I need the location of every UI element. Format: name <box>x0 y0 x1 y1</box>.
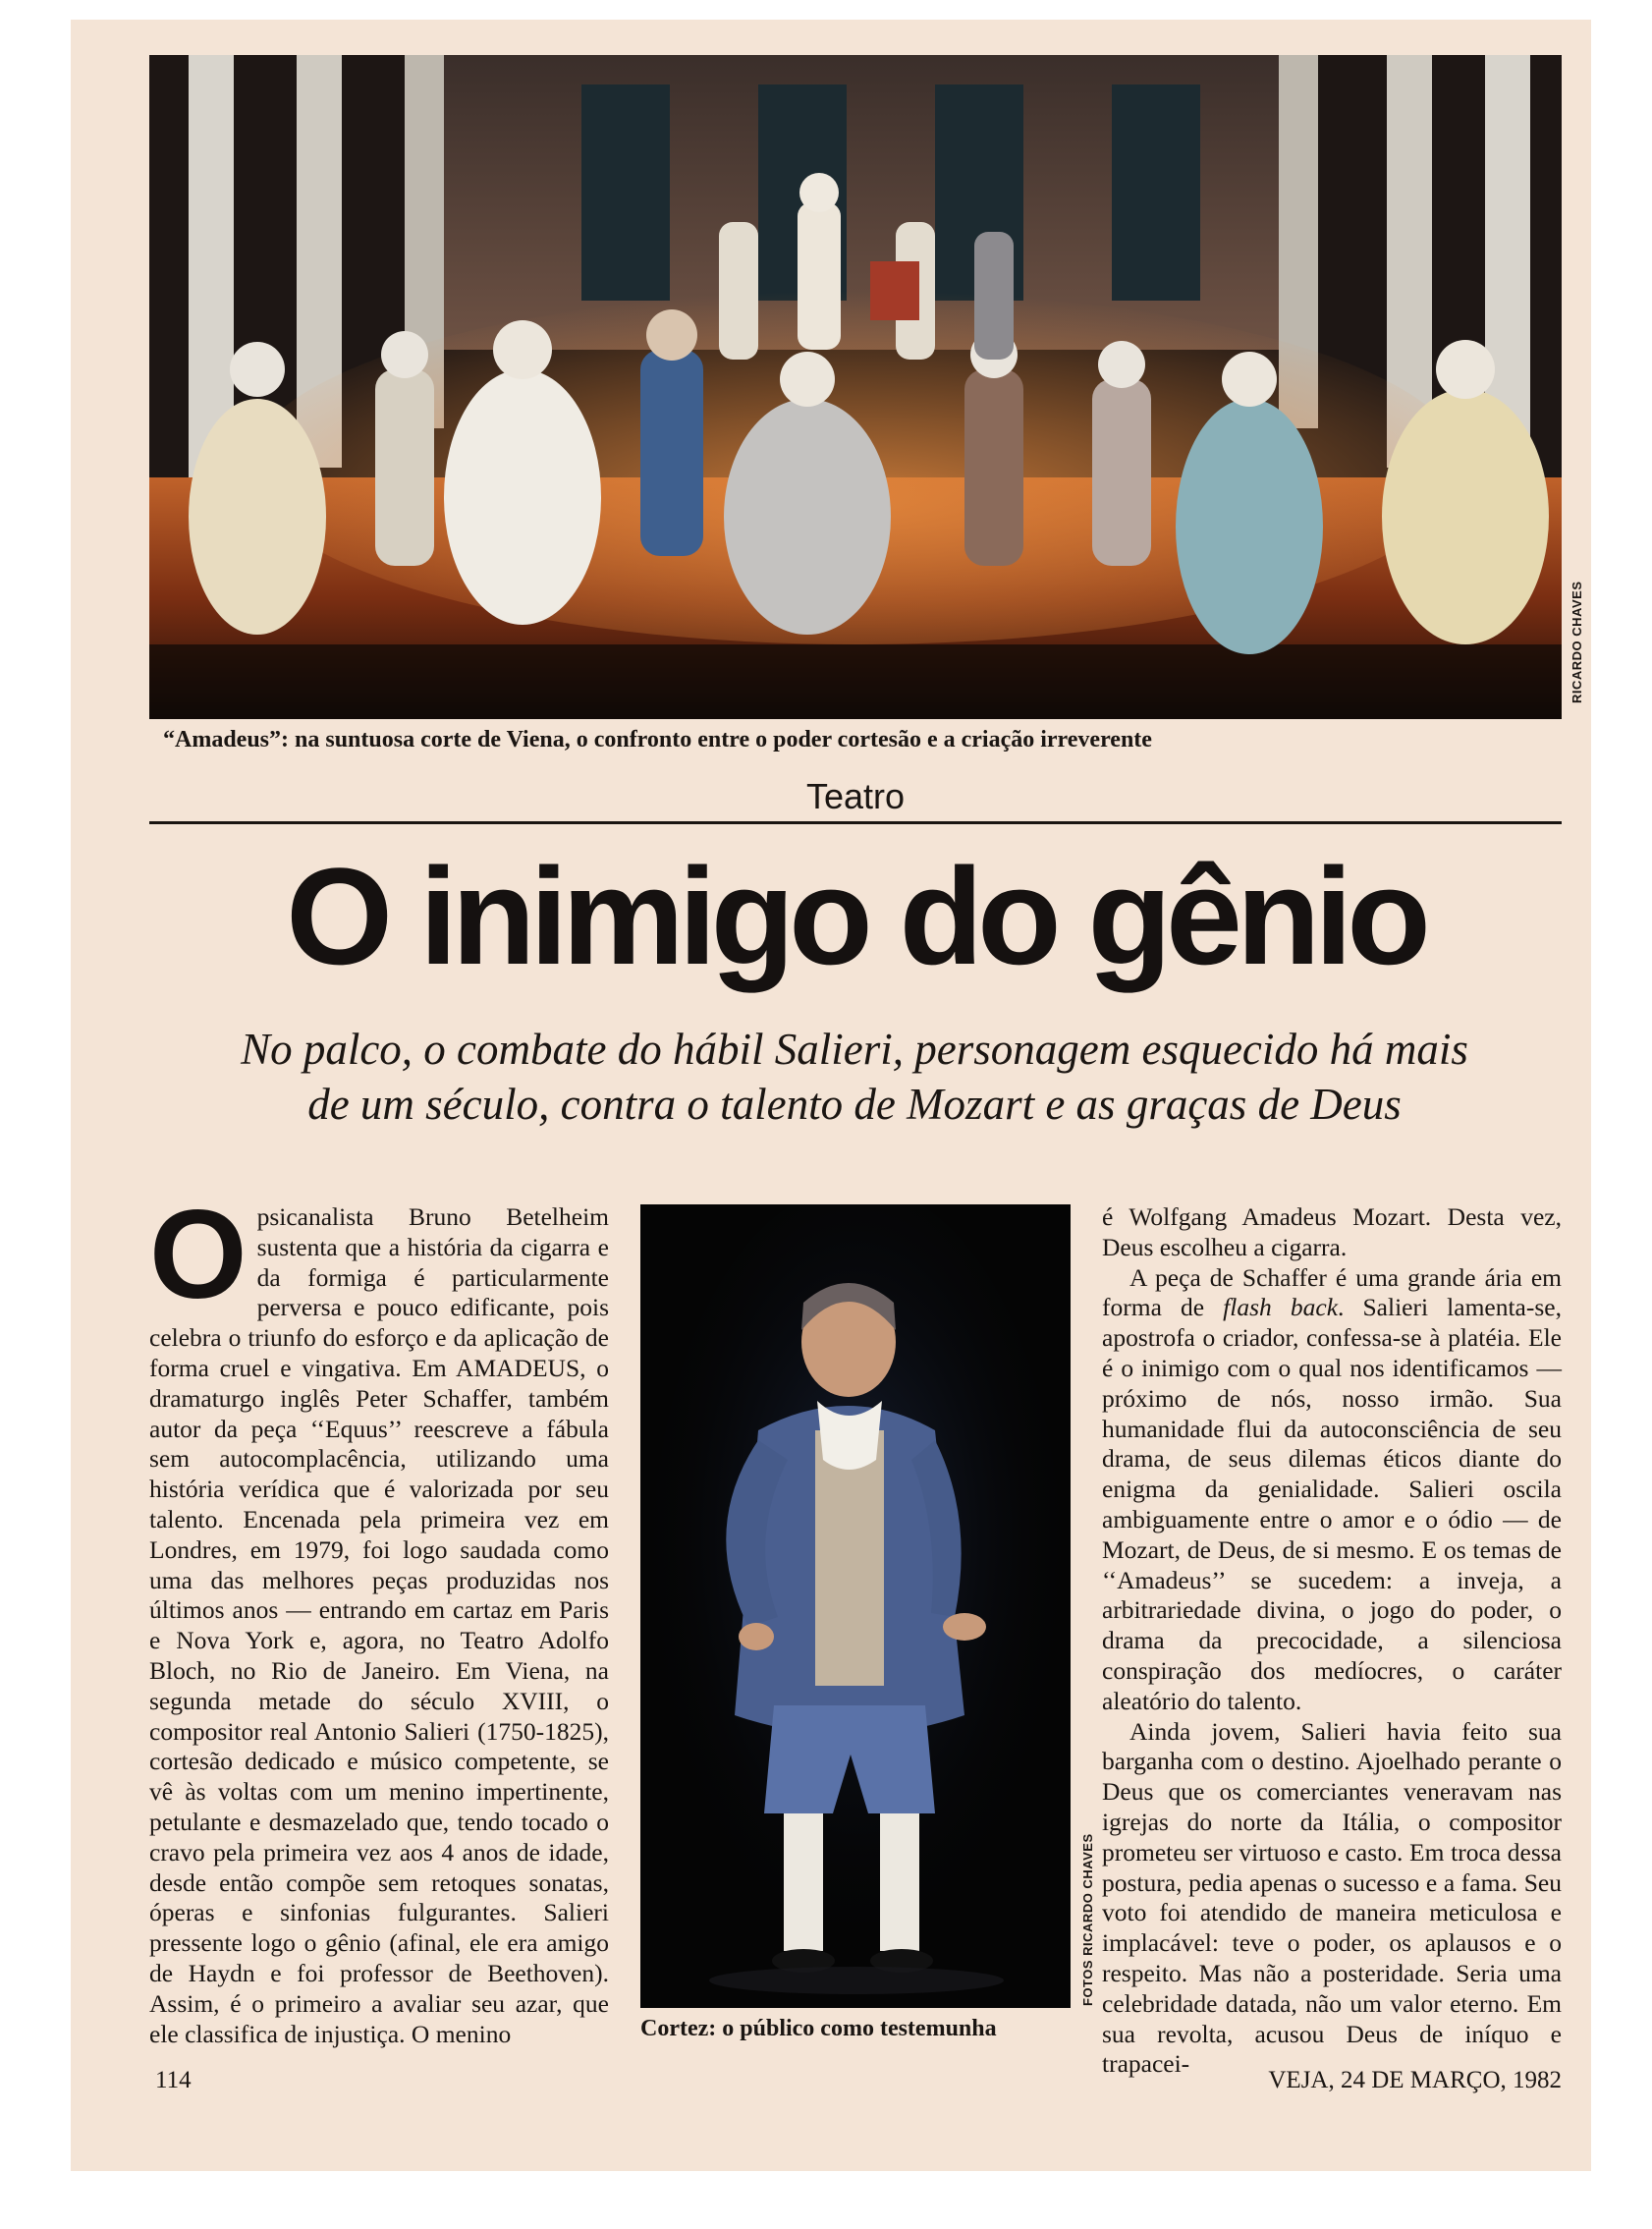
actor-illustration <box>640 1204 1071 2008</box>
salieri-photo <box>640 1204 1071 2008</box>
paragraph-text: . Salieri lamenta-se, apostrofa o criador, confessa-se à platéia. Ele é o inimigo com o qual nos identificamos — próximo de nós, nosso irmão. Sua humanidade flui da autoconsciência de seu drama, de seus dilemas éticos diante do enigma da genialidade. Salieri oscila ambiguamente entre o amor e o ódio — de Mozart, de Deus, de si mesmo. E os temas de ‘‘Amadeus’’ se sucedem: a inveja, a arbitrariedade divina, o jogo do poder, o drama da precocidade, a silenciosa conspiração dos medíocres, o caráter aleatório do talento. <box>1102 1293 1562 1715</box>
article-paragraph: psicanalista Bruno Betelheim sustenta que a história da cigarra e da formiga é particularmente perversa e pouco edificante, pois celebra o triunfo do esforço e da aplicação de forma cruel e vingativa. Em AMADEUS, o dramaturgo inglês Peter Schaffer, também autor da peça ‘‘Equus’’ reescreve a fábula sem autocomplacência, utilizando uma história verídica que é valorizada por seu talento. Encenada pela primeira vez em Londres, em 1979, foi logo saudada como uma das melhores peças produzidas nos últimos anos — entrando em cartaz em Paris e Nova York e, agora, no Teatro Adolfo Bloch, no Rio de Janeiro. Em Viena, na segunda metade do século XVIII, o compositor real Antonio Salieri (1750-1825), cortesão dedicado e músico competente, se vê às voltas com um menino impertinente, petulante e desmazelado que, tendo tocado o cravo pela primeira vez aos 4 anos de idade, desde então compõe sem retoques sonatas, óperas e sinfonias fulgurantes. Salieri pressente logo o gênio (afinal, ele era amigo de Haydn e foi professor de Beethoven). Assim, é o primeiro a avaliar seu azar, que ele classifica de injustiça. O menino <box>149 1202 609 2048</box>
hero-photo-credit: RICARDO CHAVES <box>1569 581 1584 703</box>
salieri-caption: Cortez: o público como testemunha <box>640 2016 997 2041</box>
deck: No palco, o combate do hábil Salieri, personagem esquecido há mais de um século, contra o talento de Mozart e as graças de Deus <box>241 1025 1468 1129</box>
article-column-1 <box>149 1185 609 2049</box>
hero-caption: “Amadeus”: na suntuosa corte de Viena, o confronto entre o poder cortesão e a criação irreverente <box>163 727 1152 752</box>
italic-term: flash back <box>1223 1293 1339 1322</box>
section-label: Teatro <box>805 776 906 816</box>
article-paragraph <box>1102 1263 1562 1717</box>
section-rule <box>149 821 1562 824</box>
dropcap: O <box>149 1185 248 1325</box>
page-number: 114 <box>155 2067 192 2093</box>
headline: O inimigo do gênio <box>286 839 1425 993</box>
article-paragraph: Ainda jovem, Salieri havia feito sua barganha com o destino. Ajoelhado perante o Deus que os comerciantes veneravam nas igrejas do norte da Itália, o compositor prometeu ser virtuoso e casto. Em troca dessa postura, pedia apenas o sucesso e a fama. Seu voto foi atendido de maneira meticulosa e implacável: teve o poder, os aplausos e o respeito. Mas não a posteridade. Seria uma celebridade datada, não um valor eterno. Em sua revolta, acusou Deus de iníquo e trapacei- <box>1102 1716 1562 2079</box>
paragraph-text: A peça de Schaffer é uma grande ária em forma de <box>1102 1262 1562 1322</box>
issue-date: VEJA, 24 DE MARÇO, 1982 <box>1268 2067 1562 2093</box>
salieri-photo-credit: FOTOS RICARDO CHAVES <box>1080 1833 1095 2006</box>
article-paragraph: é Wolfgang Amadeus Mozart. Desta vez, Deus escolheu a cigarra. <box>1102 1202 1562 1261</box>
hero-photo <box>149 55 1562 719</box>
stage-scene-illustration <box>149 55 1562 719</box>
article-column-3 <box>1102 1202 1562 2080</box>
